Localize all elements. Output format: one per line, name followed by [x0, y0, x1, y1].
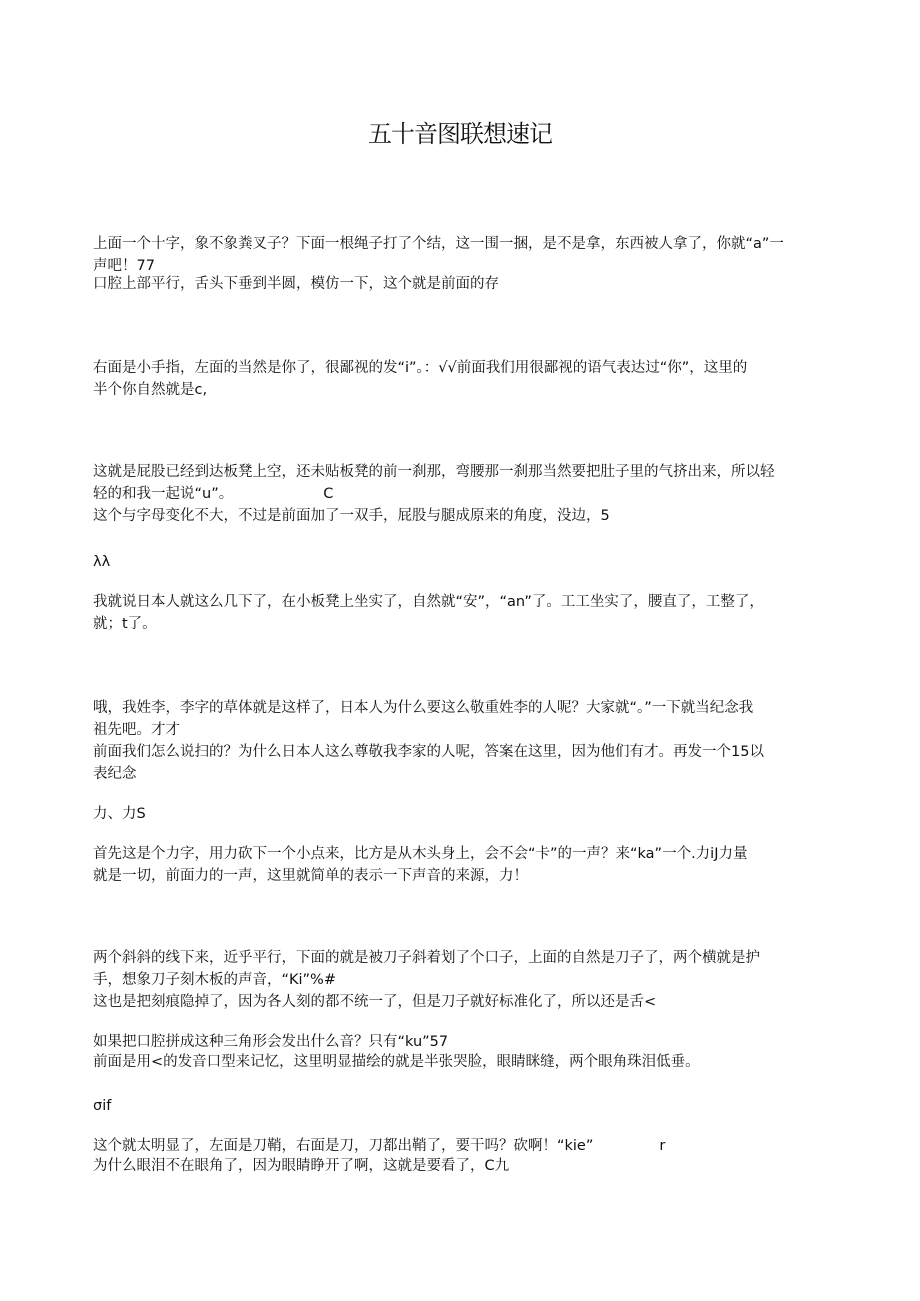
section-marker: λλ: [93, 554, 111, 570]
section-marker: 力、力S: [93, 806, 146, 822]
text-line: 手，想象刀子刻木板的声音，“Ki”%#: [93, 972, 336, 988]
text-segment: 轻的和我一起说“u”。: [93, 486, 234, 502]
text-segment: 这个就太明显了，左面是刀鞘，右面是刀，刀都出鞘了，要干吗？砍啊！“kie”: [93, 1138, 594, 1154]
page-title: 五十音图联想速记: [368, 120, 552, 148]
text-line: 声吧！77: [93, 258, 155, 274]
section-marker: σif: [93, 1098, 112, 1114]
text-line: [93, 483, 833, 505]
text-line: 这个与字母变化不大，不过是前面加了一双手，屁股与腿成原来的角度，没边，5: [93, 508, 610, 524]
text-line: 右面是小手指，左面的当然是你了，很鄙视的发“i”。：√√前面我们用很鄙视的语气表达过“你”，这里的: [93, 360, 748, 376]
text-line: 口腔上部平行，舌头下垂到半圆，模仿一下，这个就是前面的存: [93, 276, 499, 292]
text-line: 祖先吧。才才: [93, 722, 180, 738]
text-line: 半个你自然就是c,: [93, 382, 208, 398]
text-line: 为什么眼泪不在眼角了，因为眼睛睁开了啊，这就是要看了，C九: [93, 1158, 510, 1174]
text-line: [93, 1135, 833, 1157]
text-line: 这就是屁股已经到达板凳上空，还未贴板凳的前一刹那，弯腰那一刹那当然要把肚子里的气挤出来，所以轻: [93, 464, 775, 480]
text-line: 上面一个十字，象不象粪叉子？下面一根绳子打了个结，这一围一捆，是不是拿，东西被人拿了，你就“a”一: [93, 236, 784, 252]
text-line: 表纪念: [93, 766, 137, 782]
text-line: 首先这是个力字，用力砍下一个小点来，比方是从木头身上，会不会“卡”的一声？来“ka”一个.力iJ力量: [93, 846, 748, 862]
text-segment: r: [659, 1138, 666, 1154]
text-line: 这也是把刻痕隐掉了，因为各人刻的都不统一了，但是刀子就好标准化了，所以还是舌<: [93, 994, 657, 1010]
text-line: 就是一切，前面力的一声，这里就简单的表示一下声音的来源，力！: [93, 868, 528, 884]
text-line: 哦，我姓李，李字的草体就是这样了，日本人为什么要这么敬重姓李的人呢？大家就“。”一下就当纪念我: [93, 700, 754, 716]
text-line: 前面我们怎么说扫的？为什么日本人这么尊敬我李家的人呢，答案在这里，因为他们有才。再发一个15以: [93, 744, 764, 760]
text-line: 如果把口腔拼成这种三角形会发出什么音？只有“ku”57: [93, 1034, 449, 1050]
text-line: 就；t了。: [93, 616, 157, 632]
text-line: 前面是用<的发音口型来记忆，这里明显描绘的就是半张哭脸，眼睛眯缝，两个眼角珠泪低垂。: [93, 1054, 700, 1070]
text-line: 两个斜斜的线下来，近乎平行，下面的就是被刀子斜着划了个口子，上面的自然是刀子了，两个横就是护: [93, 950, 760, 966]
text-line: 我就说日本人就这么几下了，在小板凳上坐实了，自然就“安”，“an”了。工工坐实了，腰直了，工整了，: [93, 594, 764, 610]
text-segment: C: [323, 486, 334, 502]
